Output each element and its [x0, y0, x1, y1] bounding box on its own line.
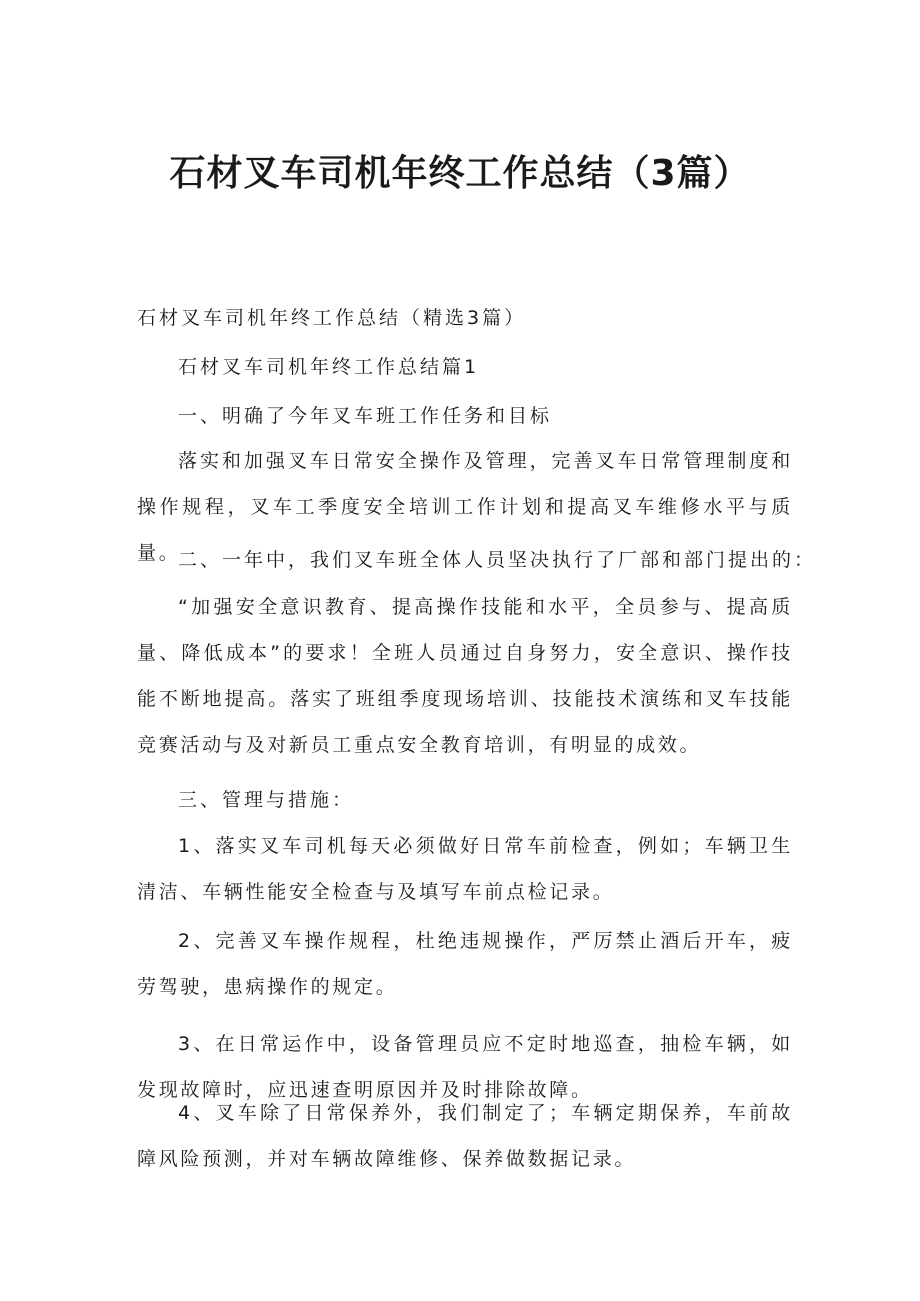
list-item-4: 4、叉车除了日常保养外，我们制定了；车辆定期保养，车前故障风险预测，并对车辆故障维修、保养做数据记录。 [137, 1102, 793, 1170]
section-2-heading: 二、一年中，我们叉车班全体人员坚决执行了厂部和部门提出的： [178, 549, 817, 571]
section-3-heading: 三、管理与措施： [178, 789, 355, 811]
list-item-1: 1、落实叉车司机每天必须做好日常车前检查，例如；车辆卫生清洁、车辆性能安全检查与及填写车前点检记录。 [137, 835, 793, 903]
article-heading: 石材叉车司机年终工作总结篇1 [178, 356, 480, 378]
document-subtitle: 石材叉车司机年终工作总结（精选3篇） [137, 307, 527, 329]
paragraph-2: “加强安全意识教育、提高操作技能和水平，全员参与、提高质量、降低成本”的要求！全班人员通过自身努力，安全意识、操作技能不断地提高。落实了班组季度现场培训、技能技术演练和叉车技能竞赛活动与及对新员工重点安全教育培训，有明显的成效。 [137, 596, 793, 756]
document-title: 石材叉车司机年终工作总结（3篇） [169, 153, 751, 194]
list-item-2: 2、完善叉车操作规程，杜绝违规操作，严厉禁止酒后开车，疲劳驾驶，患病操作的规定。 [137, 930, 793, 998]
paragraph-1: 落实和加强叉车日常安全操作及管理，完善叉车日常管理制度和操作规程，叉车工季度安全培训工作计划和提高叉车维修水平与质量。 [137, 450, 793, 564]
section-1-heading: 一、明确了今年叉车班工作任务和目标 [178, 405, 553, 427]
list-item-3: 3、在日常运作中，设备管理员应不定时地巡查，抽检车辆，如发现故障时，应迅速查明原因并及时排除故障。 [137, 1033, 793, 1101]
